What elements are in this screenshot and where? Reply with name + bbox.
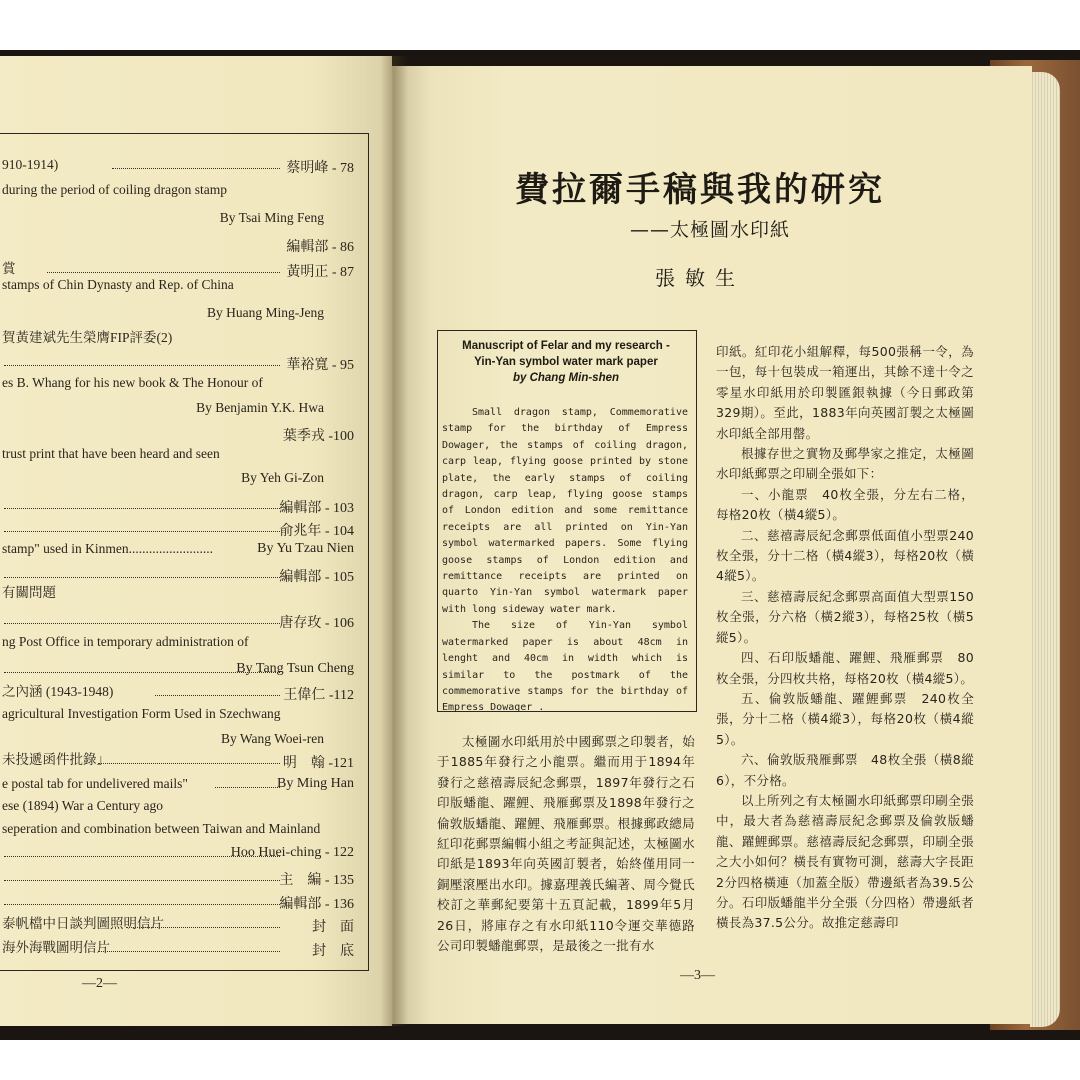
toc-entry-title: 賞: [2, 261, 16, 276]
toc-entry: [0, 731, 324, 747]
body-paragraph: 五、倫敦版蟠龍、躍鯉郵票 240枚全張，分十二格（橫4縱3），每格20枚（橫4縱5）。: [716, 690, 974, 747]
toc-entry-page: By Tang Tsun Cheng: [236, 661, 354, 676]
toc-entry: [0, 305, 324, 321]
toc-entry: [2, 182, 227, 198]
toc-entry-page: Hoo Huei-ching - 122: [230, 845, 354, 860]
abstract-body: [442, 405, 688, 717]
body-paragraph: 太極圖水印紙用於中國郵票之印製者，始于1885年發行之小龍票。繼而用于1894年發行之慈禧壽辰紀念郵票，1897年發行之石印版蟠龍、躍鯉、飛雁郵票及1898年發行之倫敦版蟠龍、躍鯉、飛雁郵票。根據郵政總局紅印花郵票編輯小組之考証與記述，太極圖水印紙是1893年向英國訂製者，始終僅用同一銅壓滾壓出水印。據嘉理義氏編著、周今覺氏校訂之華郵紀要第十五頁記載，1899年5月26日，將庫存之有水印紙110令運交華德路公司印製蟠龍郵票，是最後之一批有水: [437, 734, 695, 954]
toc-entry: [2, 798, 163, 814]
toc-leader-dots: [4, 577, 280, 578]
toc-entry-page: 華裕寬 - 95: [286, 358, 354, 373]
toc-entry: [0, 400, 324, 416]
toc-entry-title: seperation and combination between Taiwan and Mainland: [2, 821, 321, 836]
toc-entry-page: 編輯部 - 105: [279, 570, 354, 585]
toc-entry-page: By Ming Han: [277, 776, 354, 791]
toc-entry-page: 俞兆年 - 104: [279, 524, 354, 539]
left-page-number: —2—: [82, 976, 117, 991]
toc-entry: [2, 541, 213, 557]
toc-entry-title: 海外海戰圖明信片: [2, 940, 110, 955]
toc-entry-title: By Wang Woei-ren: [220, 731, 324, 746]
toc-entry-title: 910-1914): [2, 157, 59, 172]
toc-entry-page: 唐存玫 - 106: [279, 616, 354, 631]
toc-entry-title: stamp" used in Kinmen.........................: [2, 541, 213, 556]
toc-entry: [2, 330, 172, 346]
toc-leader-dots: [126, 927, 280, 928]
toc-entry-title: 之內涵 (1943-1948): [2, 684, 114, 699]
body-paragraph: 六、倫敦版飛雁郵票 48枚全張（橫8縱6），不分格。: [716, 752, 974, 788]
toc-entry-title: es B. Whang for his new book & The Honour of: [2, 375, 263, 390]
body-paragraph: 印紙。紅印花小組解釋，每500張稱一令，為一包，每十包裝成一箱運出，其餘不達十令之零星水印紙用於印製匯銀執據（今日郵政第329期）。至此，1883年向英國訂製之太極圖水印紙全部用罄。: [716, 344, 974, 441]
toc-entry-page: 編輯部 - 136: [279, 897, 354, 912]
article-subtitle: ——太極圖水印紙: [629, 219, 790, 241]
toc-entry: [2, 752, 110, 768]
toc-entry-title: during the period of coiling dragon stamp: [2, 182, 227, 197]
toc-entry-page: 主 編 - 135: [279, 873, 354, 888]
body-paragraph: 四、石印版蟠龍、躍鯉、飛雁郵票 80枚全張，分四枚共格，每格20枚（橫4縱5）。: [716, 650, 974, 686]
toc-entry-page: 王偉仁 -112: [283, 688, 354, 703]
toc-leader-dots: [98, 763, 280, 764]
book-gutter: [380, 56, 408, 1026]
toc-entry: [2, 446, 220, 462]
toc-entry: [2, 157, 58, 173]
toc-leader-dots: [4, 365, 280, 366]
toc-leader-dots: [4, 531, 280, 532]
article-author: 張敏生: [655, 266, 745, 290]
toc-entry: [2, 261, 16, 277]
body-paragraph: 根據存世之實物及郵學家之推定，太極圖水印紙郵票之印刷全張如下：: [716, 446, 974, 482]
toc-entry-title: By Yeh Gi-Zon: [241, 470, 324, 485]
toc-entry-page: 編輯部 - 86: [286, 240, 354, 255]
toc-entry: [2, 277, 234, 293]
toc-leader-dots: [4, 508, 280, 509]
toc-entry-title: 賀黃建斌先生榮膺FIP評委(2): [2, 330, 173, 345]
toc-entry: [2, 634, 248, 650]
abstract-heading: [440, 338, 692, 386]
toc-leader-dots: [112, 168, 280, 169]
body-paragraph: 一、小龍票 40枚全張，分左右二格，每格20枚（橫4縱5）。: [716, 486, 974, 523]
toc-entry: [2, 706, 281, 722]
body-paragraph: 三、慈禧壽辰紀念郵票高面值大型票150枚全張，分六格（橫2縱3），每格25枚（橫5縱5）。: [716, 588, 974, 645]
abstract-heading-line2: Yin-Yan symbol water mark paper: [474, 356, 658, 368]
toc-entry: [2, 684, 113, 700]
toc-entry-page: 封 面: [312, 920, 354, 935]
toc-entry: [2, 940, 110, 956]
article-title: 費拉爾手稿與我的研究: [515, 170, 885, 210]
toc-leader-dots: [215, 787, 280, 788]
toc-entry: [0, 470, 324, 486]
abstract-paragraph-2: The size of Yin-Yan symbol watermarked paper is about 48cm in lenght and 40cm in width which is similar to the postmark of the commemorative stamps for the birthday of Empress Dowager .: [442, 620, 688, 714]
body-column-left: [437, 732, 695, 956]
toc-entry-page: 明 翰 -121: [282, 756, 354, 771]
abstract-paragraph-1: Small dragon stamp, Commemorative stamp for the birthday of Empress Dowager, the stamps of coiling dragon, carp leap, flying goose printed by stone plate, the early stamps of coiling dragon, carp leap, flying goose stamps of London edition and some remittance receipts are all printed on Yin-Yan symbol watermarked papers. Some flying goose stamps of London edition and remittance receipts are printed on quarto Yin-Yan symbol watermark paper with long sideway water mark.: [442, 407, 688, 615]
toc-entry: [2, 821, 320, 837]
toc-entry-title: By Benjamin Y.K. Hwa: [196, 400, 324, 415]
toc-entry: [2, 585, 56, 601]
abstract-byline: by Chang Min-shen: [512, 372, 620, 384]
page-edges: [1030, 72, 1060, 1027]
toc-entry-title: ese (1894) War a Century ago: [2, 798, 163, 813]
toc-entry-title: 未投遞函件批錄」: [2, 752, 110, 767]
body-column-right: [716, 342, 974, 934]
toc-entry-title: agricultural Investigation Form Used in Szechwang: [2, 706, 281, 721]
toc-leader-dots: [98, 951, 280, 952]
toc-entry-title: e postal tab for undelivered mails": [2, 776, 188, 791]
toc-entry-title: 泰帆檔中日談判圖照明信片: [2, 916, 164, 931]
toc-entry-page: 葉季戎 -100: [282, 429, 354, 444]
right-page-number: —3—: [680, 968, 715, 983]
toc-entry-title: ng Post Office in temporary administration of: [2, 634, 249, 649]
toc-entry: [0, 210, 324, 226]
body-paragraph: 以上所列之有太極圖水印紙郵票印刷全張中，最大者為慈禧壽辰紀念郵票及倫敦版蟠龍、躍鯉郵票。慈禧壽辰紀念郵票，印刷全張之大小如何？橫長有實物可測，慈壽大字長距2分四格橫連（加蓋全版）帶邊紙者為39.5公分。石印版蟠龍半分全張（分四格）帶邊紙者橫長為37.5公分。故推定慈壽印: [716, 792, 974, 931]
toc-entry-title: trust print that have been heard and seen: [2, 446, 220, 461]
toc-entry: [2, 916, 164, 932]
toc-entry-page: 編輯部 - 103: [279, 501, 354, 516]
toc-entry-title: By Tsai Ming Feng: [219, 210, 324, 225]
toc-entry-page: 黃明正 - 87: [286, 265, 354, 280]
toc-leader-dots: [4, 880, 280, 881]
toc-leader-dots: [155, 695, 280, 696]
body-paragraph: 二、慈禧壽辰紀念郵票低面值小型票240枚全張，分十二格（橫4縱3），每格20枚（橫4縱5）。: [716, 527, 974, 584]
abstract-heading-line1: Manuscript of Felar and my research -: [462, 340, 670, 352]
toc-entry-page: 蔡明峰 - 78: [286, 161, 354, 176]
toc-entry: [2, 776, 188, 792]
toc-leader-dots: [47, 272, 280, 273]
toc-entry-title: 有關問題: [2, 585, 56, 600]
toc-leader-dots: [4, 904, 280, 905]
toc-entry: [2, 375, 263, 391]
toc-entry-title: By Huang Ming-Jeng: [207, 305, 324, 320]
toc-entry-page: By Yu Tzau Nien: [257, 541, 354, 556]
toc-leader-dots: [4, 623, 280, 624]
toc-entry-title: stamps of Chin Dynasty and Rep. of China: [2, 277, 234, 292]
toc-entry-page: 封 底: [312, 944, 354, 959]
